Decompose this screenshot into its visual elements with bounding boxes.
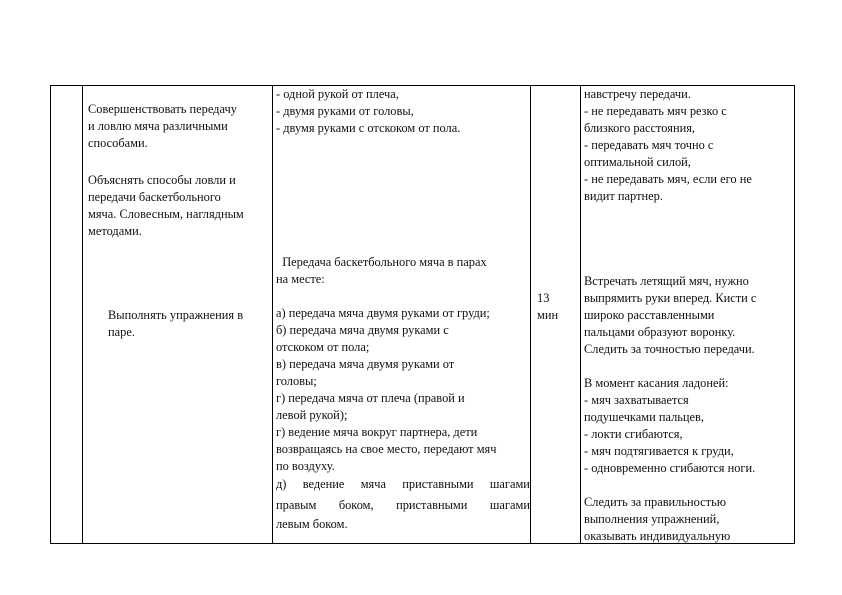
exercise-line: отскоком от пола; bbox=[276, 340, 370, 354]
guidance-line: близкого расстояния, bbox=[584, 121, 696, 135]
exercise-line: по воздуху. bbox=[276, 459, 335, 473]
time-cell bbox=[531, 86, 581, 544]
goal-line: способами. bbox=[88, 136, 148, 150]
method-line: передачи баскетбольного bbox=[88, 190, 221, 204]
guidance-line: - одновременно сгибаются ноги. bbox=[584, 461, 756, 475]
word: д) bbox=[276, 477, 287, 491]
exercise-line: головы; bbox=[276, 374, 317, 388]
guidance-line: оптимальной силой, bbox=[584, 155, 691, 169]
guidance-line: Следить за правильностью bbox=[584, 495, 726, 509]
goals-cell bbox=[83, 86, 273, 544]
guidance-line: - передавать мяч точно с bbox=[584, 138, 714, 152]
method-line: Объяснять способы ловли и bbox=[88, 173, 236, 187]
guidance-line: - мяч захватывается bbox=[584, 393, 689, 407]
exercise-title: Передача баскетбольного мяча в парах bbox=[276, 255, 487, 269]
word: ведение bbox=[302, 477, 345, 491]
word: шагами bbox=[489, 477, 530, 491]
time-value: 13 bbox=[537, 291, 550, 305]
guidance-line: - мяч подтягивается к груди, bbox=[584, 444, 734, 458]
index-cell bbox=[51, 86, 83, 544]
guidance-line: Встречать летящий мяч, нужно bbox=[584, 274, 749, 288]
justified-line bbox=[276, 497, 530, 514]
goal-line: Совершенствовать передачу bbox=[88, 102, 237, 116]
content-cell bbox=[273, 86, 531, 544]
exercise-line: г) ведение мяча вокруг партнера, дети bbox=[276, 425, 478, 439]
top-item: - двумя руками с отскоком от пола. bbox=[276, 121, 461, 135]
guidance-line: пальцами образуют воронку. bbox=[584, 325, 736, 339]
lesson-table bbox=[50, 85, 795, 544]
guidance-line: Следить за точностью передачи. bbox=[584, 342, 755, 356]
table-row bbox=[51, 86, 795, 544]
exercise-line: левой рукой); bbox=[276, 408, 348, 422]
exercise-line: в) передача мяча двумя руками от bbox=[276, 357, 455, 371]
exercise-line: б) передача мяча двумя руками с bbox=[276, 323, 449, 337]
exercise-line: возвращаясь на свое место, передают мяч bbox=[276, 442, 497, 456]
method-line: методами. bbox=[88, 224, 142, 238]
exercise-line: левым боком. bbox=[276, 517, 348, 531]
guidance-line: выпрямить руки вперед. Кисти с bbox=[584, 291, 757, 305]
top-item: - одной рукой от плеча, bbox=[276, 87, 399, 101]
word: мяча bbox=[360, 477, 386, 491]
guidance-line: В момент касания ладоней: bbox=[584, 376, 729, 390]
guidance-line: подушечками пальцев, bbox=[584, 410, 704, 424]
exercise-line: а) передача мяча двумя руками от груди; bbox=[276, 306, 490, 320]
guidance-line: навстречу передачи. bbox=[584, 87, 691, 101]
word: приставными bbox=[396, 498, 468, 512]
guidance-line: - не передавать мяч, если его не bbox=[584, 172, 752, 186]
word: правым bbox=[276, 498, 317, 512]
guidance-line: - не передавать мяч резко с bbox=[584, 104, 727, 118]
word: приставными bbox=[402, 477, 474, 491]
top-item: - двумя руками от головы, bbox=[276, 104, 414, 118]
guidance-line: видит партнер. bbox=[584, 189, 663, 203]
exercise-title: на месте: bbox=[276, 272, 325, 286]
exercise-line: г) передача мяча от плеча (правой и bbox=[276, 391, 465, 405]
guidance-line: широко расставленными bbox=[584, 308, 715, 322]
justified-line bbox=[276, 476, 530, 493]
method-line: мяча. Словесным, наглядным bbox=[88, 207, 244, 221]
guidance-line: выполнения упражнений, bbox=[584, 512, 720, 526]
task-line: паре. bbox=[108, 325, 135, 339]
guidance-line: оказывать индивидуальную bbox=[584, 529, 731, 543]
word: боком, bbox=[338, 498, 374, 512]
goal-line: и ловлю мяча различными bbox=[88, 119, 228, 133]
time-unit: мин bbox=[537, 308, 559, 322]
guidance-cell bbox=[581, 86, 795, 544]
word: шагами bbox=[489, 498, 530, 512]
guidance-line: - локти сгибаются, bbox=[584, 427, 683, 441]
task-line: Выполнять упражнения в bbox=[108, 308, 244, 322]
